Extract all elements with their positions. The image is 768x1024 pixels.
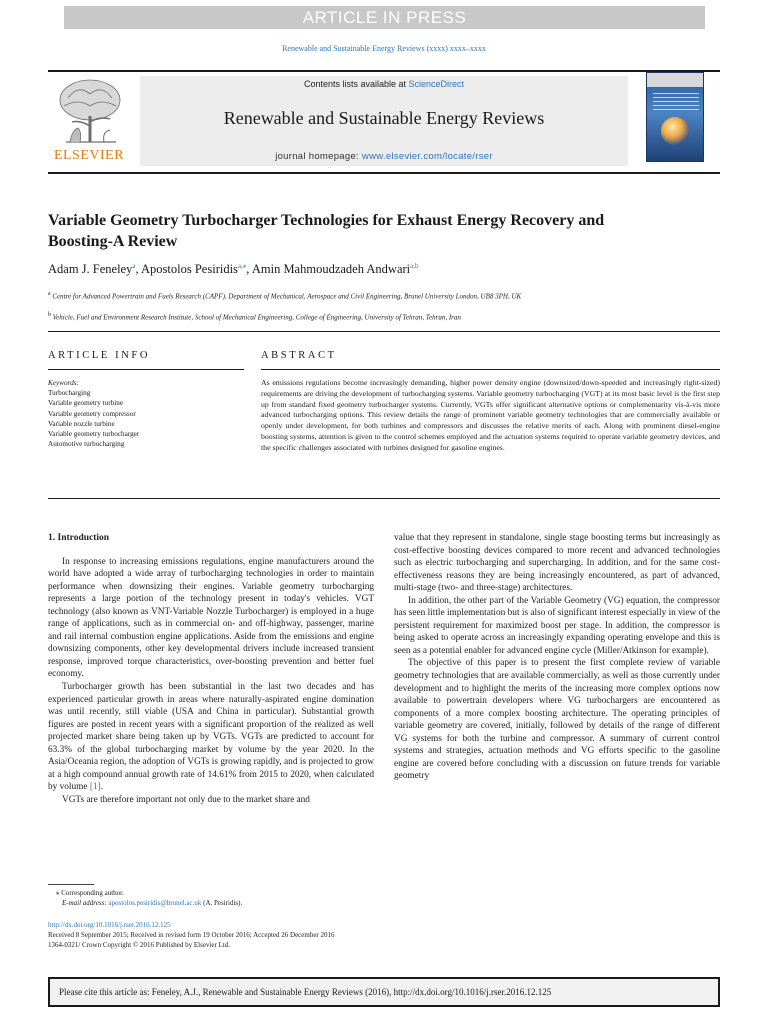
journal-citation-link[interactable]: Renewable and Sustainable Energy Reviews (xxxx) xxxx–xxxx — [282, 44, 486, 53]
masthead-top-rule — [48, 70, 720, 72]
body-paragraph-end: . — [100, 782, 104, 793]
body-paragraph — [48, 681, 374, 794]
article-title: Variable Geometry Turbocharger Technologies for Exhaust Energy Recovery and Boosting-A Review — [48, 212, 605, 250]
abstract-heading: ABSTRACT — [261, 350, 337, 361]
body-paragraph: value that they represent in standalone, single stage boosting terms but increasingly as cost-effective boosting devices compared to more recent and advanced technologies such as electric turbocharging and supercharging. In addition, and for the same cost-effectiveness reasons they are being increasingly encountered, as part of advanced, multi-stage (two- and three-stage) architectures. — [394, 533, 720, 594]
homepage-prefix: journal homepage: — [275, 151, 362, 162]
elsevier-wordmark: ELSEVIER — [53, 148, 125, 163]
author-name[interactable]: Apostolos Pesiridis — [141, 262, 238, 277]
author-affiliation-mark[interactable]: a — [132, 262, 136, 270]
journal-cover-thumbnail[interactable] — [646, 72, 704, 162]
author-affiliation-mark[interactable]: a,b — [410, 262, 419, 270]
affiliation-a-text: Centre for Advanced Powertrain and Fuels Research (CAPF), Department of Mechanical, Aerospace and Civil Engineering, Brunel University London, UB8 3PH, UK — [52, 292, 522, 301]
author-list — [48, 262, 720, 277]
journal-title: Renewable and Sustainable Energy Reviews — [223, 108, 545, 128]
body-paragraph: The objective of this paper is to present the first complete review of variable geometry technologies that are available commercially, as well as those currently under development and to highlight the merits of the increasing more complex options now available to powertrain developers where VG turbochargers are encountered as components of a more complex boosting architecture. The operating principles of variable geometry are covered, initially, followed by details of the range of different VG systems for both the turbine and compressor. A summary of current control systems and strategies, actuation methods and VG efforts specific to the gasoline engine are covered before concluding with a discussion on future trends for variable geometry — [394, 658, 720, 782]
keyword-item: Variable geometry turbine — [48, 399, 124, 408]
body-paragraph: In addition, the other part of the Variable Geometry (VG) equation, the compressor has seen little implementation but is also of significant interest especially in view of the persistent requirement for maximized boost per stage. In addition, the compressor is being asked to operate across an increasingly expanding operating envelope and this is seen as a potential enabler for advanced engine cycle (Miller/Atkinson for example). — [394, 595, 720, 656]
abstract-text: As emissions regulations become increasingly demanding, higher power density engine (downsized/down-speeded and increasingly right-sized) requirements are driving the development of turbocharging systems. Variable geometry turbocharging (VGT) at its most basic level is the first step up from standard fixed geometry turbocharger systems. Currently, VGTs offer significant alternative options or complementarity vis-à-vis more advanced turbocharging options. This review details the range of prominent variable geometry technologies that are commercially available or openly under development, for both turbines and compressors and discusses the relative merits of each. Along with prominent diesel-engine boosting systems, attention is given to the control schemes employed and the actuation systems required to operate variable geometry devices, and the specific challenges associated with turbines designed for gasoline engines. — [261, 378, 720, 452]
doi-link[interactable]: http://dx.doi.org/10.1016/j.rser.2016.12.125 — [48, 921, 171, 929]
affiliation-b-text: Vehicle, Fuel and Environment Research Institute, School of Mechanical Engineering, College of Engineering, University of Tehran, Tehran, Iran — [52, 313, 461, 322]
keyword-item: Variable geometry turbocharger — [48, 430, 140, 439]
body-paragraph-text: Turbocharger growth has been substantial in the last two decades and has experienced particular growth in areas where naturally-aspirated engine domination was until recently, still viable (USA and China in particular). Substantial growth figures are posted in recent years with a significant proportion of the realized as well projected market share being taken up by VGTs. VGTs are predicted to account for 63.3% of the global turbocharging market by volume by the year 2020. In the Asia/Oceania region, the adoption of VGTs is growing rapidly, and is projected to grow at a high compound annual growth rate of 14.61% from 2015 to 2020, when calculated by volume — [48, 682, 374, 793]
keyword-item: Automotive turbocharging — [48, 440, 125, 449]
author-name[interactable]: Amin Mahmoudzadeh Andwari — [251, 262, 411, 277]
abstract-end-rule — [48, 498, 720, 499]
email-note — [62, 898, 482, 908]
contents-prefix: Contents lists available at — [303, 79, 409, 89]
journal-homepage-line — [140, 151, 628, 162]
keywords-label: Keywords: — [48, 379, 79, 387]
sciencedirect-link[interactable]: ScienceDirect — [408, 79, 465, 89]
keyword-item: Variable geometry compressor — [48, 409, 136, 418]
elsevier-tree-icon — [48, 76, 130, 146]
section-rule — [48, 331, 720, 332]
footnote-rule — [48, 884, 94, 885]
body-column-left — [48, 532, 374, 806]
keyword-item: Variable nozzle turbine — [48, 419, 115, 428]
author-name[interactable]: Adam J. Feneley — [48, 262, 133, 277]
keywords-block — [48, 378, 248, 449]
email-suffix: (A. Pesiridis). — [201, 899, 243, 907]
author-email-link[interactable]: apostolos.pesiridis@brunel.ac.uk — [108, 899, 202, 907]
corresponding-author-note: ⁎ Corresponding author. — [56, 889, 124, 897]
copyright-line: 1364-0321/ Crown Copyright © 2016 Published by Elsevier Ltd. — [48, 941, 231, 949]
abstract-rule — [261, 369, 720, 370]
body-paragraph: In response to increasing emissions regulations, engine manufacturers around the world have adopted a wide array of turbocharging technologies in order to maintain performance when downsizing their engines. Variable geometry turbocharging represents a large portion of the technology present in today's vehicles. VGT technology (also known as VNT-Variable Nozzle Turbocharger) is employed in a huge range of applications, such as in commercial on- and off-highway, passenger, marine and rail internal combustion engine applications. Aside from the emissions and engine downsizing components, other key developmental drivers include increased transient response, improved torque characteristics, over-boosting prevention and better fuel economy. — [48, 556, 374, 680]
author-separator: , — [135, 262, 142, 277]
body-column-right — [394, 532, 720, 783]
article-info-rule — [48, 369, 244, 370]
cover-globe-icon — [661, 117, 689, 145]
masthead-bottom-rule — [48, 172, 720, 174]
article-in-press-banner: ARTICLE IN PRESS — [64, 6, 705, 29]
journal-homepage-link[interactable]: www.elsevier.com/locate/rser — [361, 151, 493, 162]
introduction-heading: 1. Introduction — [48, 533, 110, 543]
article-info-heading: ARTICLE INFO — [48, 350, 151, 361]
keyword-item: Turbocharging — [48, 389, 91, 398]
cover-title-band — [647, 73, 703, 87]
author-separator: , — [246, 262, 252, 277]
cover-text-lines — [653, 93, 699, 111]
journal-masthead — [140, 76, 628, 166]
affiliation-b: $^b$ Vehicle, Fuel and Environment Research Institute, School of Mechanical Engineering, College of Engineering, University of Tehran, Tehran, Iran — [48, 312, 461, 322]
elsevier-logo — [48, 76, 130, 164]
contents-lists-line — [140, 79, 628, 89]
author-affiliation-mark[interactable]: a,⁎ — [237, 262, 247, 270]
email-label: E-mail address: — [62, 899, 109, 907]
affiliation-a: $^a$ Centre for Advanced Powertrain and Fuels Research (CAPF), Department of Mechanical, Aerospace and Civil Engineering, Brunel University London, UB8 3PH, UK — [48, 291, 522, 301]
received-dates: Received 8 September 2015; Received in revised form 19 October 2016; Accepted 26 December 2016 — [48, 931, 335, 939]
reference-link[interactable]: [1] — [89, 782, 101, 793]
body-paragraph: VGTs are therefore important not only due to the market share and — [62, 794, 310, 805]
cite-this-article-box: Please cite this article as: Feneley, A.J., Renewable and Sustainable Energy Reviews (2016), http://dx.doi.org/10.1016/j.rser.2016.12.125 — [48, 977, 720, 1007]
